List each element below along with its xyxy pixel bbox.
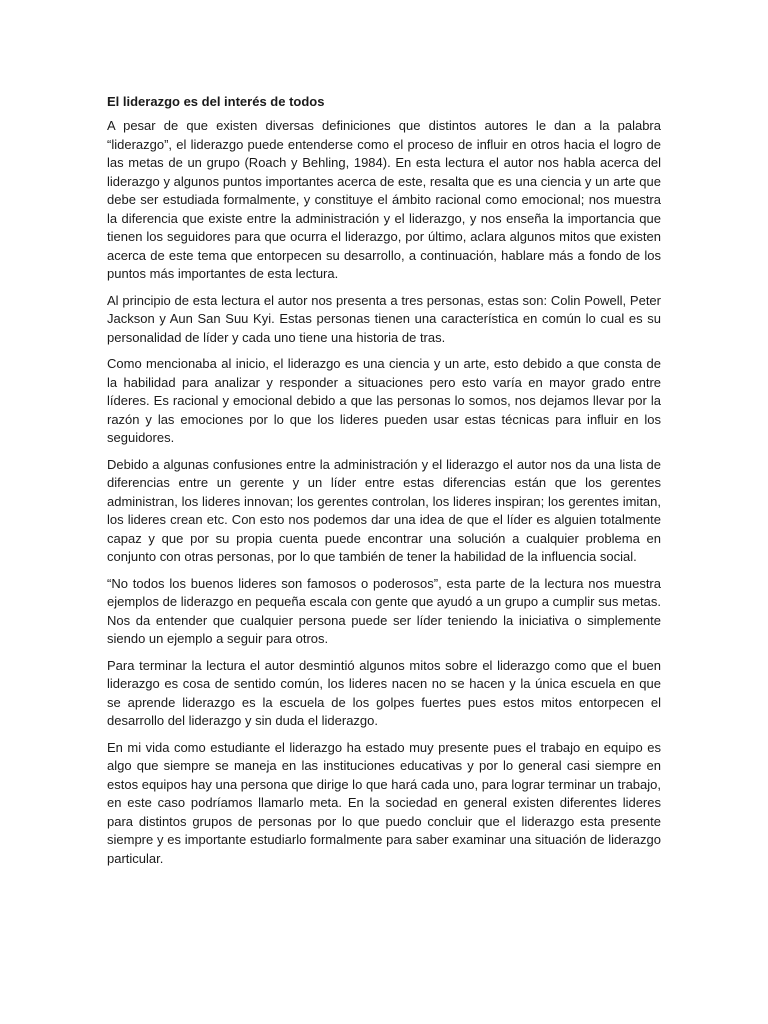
paragraph-introduction: A pesar de que existen diversas definiciones que distintos autores le dan a la palabra “liderazgo”, el liderazgo puede entenderse como el proceso de influir en otros hacia el logro de las metas de un grupo (Roach y Behling, 1984). En esta lectura el autor nos habla acerca del liderazgo y algunos puntos importantes acerca de este, resalta que es una ciencia y un arte que debe ser estudiada formalmente, y constituye el ámbito racional como emocional; nos muestra la diferencia que existe entre la administración y el liderazgo, y nos enseña la importancia que tienen los seguidores para que ocurra el liderazgo, por último, aclara algunos mitos que existen acerca de este tema que entorpecen su desarrollo, a continuación, hablare más a fondo de los puntos más importantes de esta lectura.: [107, 118, 661, 281]
paragraph-manager-vs-leader: Debido a algunas confusiones entre la administración y el liderazgo el autor nos da una lista de diferencias entre un gerente y un líder entre estas diferencias están que los gerentes administran, los lideres innovan; los gerentes controlan, los lideres inspiran; los gerentes imitan, los lideres crean etc. Con esto nos podemos dar una idea de que el líder es alguien totalmente capaz y que por su propia cuenta puede encontrar una solución a cualquier problema en conjunto con otras personas, por lo que también de tener la habilidad de la influencia social.: [107, 456, 661, 564]
paragraph-three-people: Al principio de esta lectura el autor nos presenta a tres personas, estas son: Colin Powell, Peter Jackson y Aun San Suu Kyi. Estas personas tienen una característica en común lo cual es su personalidad de líder y cada uno tiene una historia de tras.: [107, 292, 661, 345]
paragraph-not-all-famous: “No todos los buenos lideres son famosos o poderosos”, esta parte de la lectura nos muestra ejemplos de liderazgo en pequeña escala con gente que ayudó a un grupo a cumplir sus metas. Nos da entender que cualquier persona puede ser líder teniendo la iniciativa o simplemente siendo un ejemplo a seguir para otros.: [107, 575, 661, 646]
document-page: [107, 93, 661, 876]
paragraph-myths: Para terminar la lectura el autor desmintió algunos mitos sobre el liderazgo como que el buen liderazgo es cosa de sentido común, los lideres nacen no se hacen y la única escuela en que se aprende liderazgo es la escuela de los golpes fuertes pues estos mitos entorpecen el desarrollo del liderazgo y sin duda el liderazgo.: [107, 657, 661, 728]
paragraph-conclusion: En mi vida como estudiante el liderazgo ha estado muy presente pues el trabajo en equipo es algo que siempre se maneja en las instituciones educativas y por lo general casi siempre en estos equipos hay una persona que dirige lo que hará cada uno, para lograr terminar un trabajo, en este caso podríamos llamarlo meta. En la sociedad en general existen diferentes lideres para distintos grupos de personas por lo que puedo concluir que el liderazgo esta presente siempre y es importante estudiarlo formalmente para saber examinar una situación de liderazgo particular.: [107, 739, 661, 866]
paragraph-science-and-art: Como mencionaba al inicio, el liderazgo es una ciencia y un arte, esto debido a que consta de la habilidad para analizar y responder a situaciones pero esto varía en mayor grado entre líderes. Es racional y emocional debido a que las personas lo somos, nos dejamos llevar por la razón y las emociones por lo que los lideres pueden usar estas técnicas para influir en los seguidores.: [107, 356, 661, 445]
document-title: El liderazgo es del interés de todos: [107, 94, 325, 109]
